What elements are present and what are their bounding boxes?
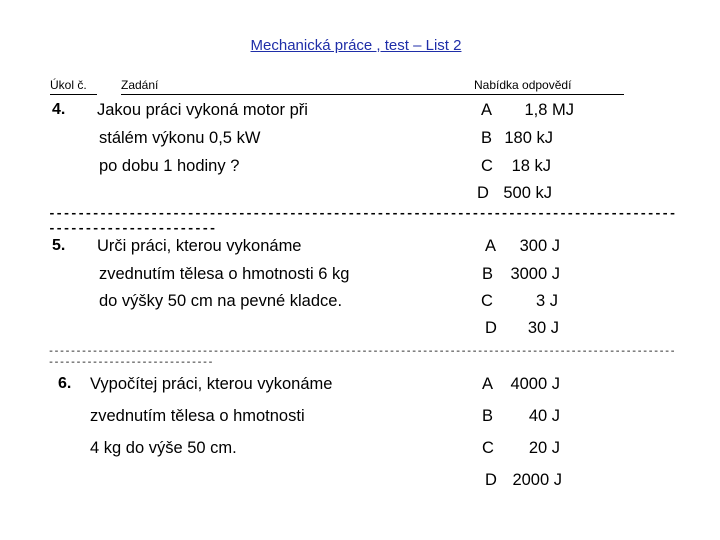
question-text-line: do výšky 50 cm na pevné kladce. (99, 292, 343, 310)
question-number: 6. (58, 375, 72, 392)
question-text-line: stálém výkonu 0,5 kW (99, 129, 261, 147)
answer-option (482, 375, 560, 394)
answer-option (477, 184, 552, 203)
answer-value: 30 J (527, 319, 559, 337)
question-text-line: zvednutím tělesa o hmotnosti 6 kg (99, 265, 350, 283)
answer-option (485, 471, 562, 490)
answer-option (482, 407, 560, 426)
header-underline-task (50, 94, 97, 95)
header-options: Nabídka odpovědí (474, 78, 572, 92)
answer-value: 1,8 MJ (524, 101, 574, 119)
answer-letter: D (485, 471, 497, 489)
answer-letter: B (482, 265, 494, 283)
separator-line: ------------------------------------------------------------------------------------------------------------------------------------------------ (48, 347, 676, 369)
question-text-line: Urči práci, kterou vykonáme (97, 237, 302, 255)
header-assignment: Zadání (121, 78, 159, 92)
question-text-line: Vypočítej práci, kterou vykonáme (90, 375, 333, 393)
answer-letter: B (481, 129, 493, 147)
question-number: 4. (52, 101, 66, 118)
answer-letter: C (481, 157, 493, 175)
header-task-number: Úkol č. (50, 78, 87, 92)
answer-option (482, 265, 560, 284)
header-underline-main (121, 94, 624, 95)
answer-option (481, 157, 551, 176)
question-text-line: Jakou práci vykoná motor při (97, 101, 308, 119)
question-text-line: po dobu 1 hodiny ? (99, 157, 240, 175)
answer-value: 2000 J (512, 471, 562, 489)
answer-letter: C (482, 439, 494, 457)
answer-option (482, 439, 560, 458)
answer-value: 18 kJ (511, 157, 551, 175)
answer-value: 40 J (528, 407, 560, 425)
answer-value: 3 J (535, 292, 558, 310)
answer-letter: D (477, 184, 489, 202)
answer-letter: A (482, 375, 494, 393)
answer-letter: A (481, 101, 493, 119)
answer-value: 20 J (528, 439, 560, 457)
answer-option (481, 101, 574, 120)
answer-option (485, 237, 560, 256)
answer-option (485, 319, 559, 338)
question-text-line: zvednutím tělesa o hmotnosti (90, 407, 305, 425)
answer-value: 300 J (519, 237, 560, 255)
answer-letter: D (485, 319, 497, 337)
answer-value: 500 kJ (503, 184, 552, 202)
question-number: 5. (52, 237, 66, 254)
answer-value: 180 kJ (504, 129, 553, 147)
answer-value: 3000 J (510, 265, 560, 283)
answer-letter: A (485, 237, 497, 255)
answer-letter: C (481, 292, 493, 310)
answer-letter: B (482, 407, 494, 425)
answer-option (481, 129, 553, 148)
separator-line: ------------------------------------------------------------------------------------------------------------- (48, 206, 676, 236)
question-text-line: 4 kg do výše 50 cm. (90, 439, 237, 457)
answer-option (481, 292, 558, 311)
answer-value: 4000 J (510, 375, 560, 393)
page-title: Mechanická práce , test – List 2 (250, 37, 462, 54)
